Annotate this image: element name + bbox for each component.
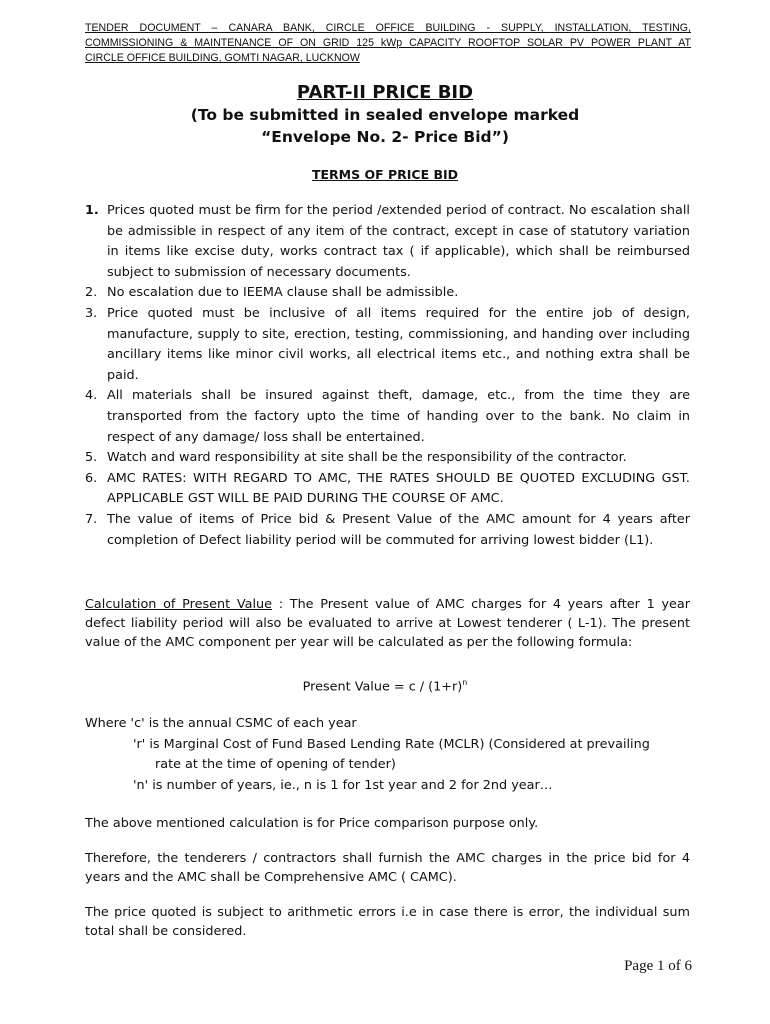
- page-title: PART-II PRICE BID: [296, 82, 474, 103]
- page-number: Page 1 of 6: [624, 958, 692, 974]
- list-item: [85, 448, 690, 469]
- list-item-text: The value of items of Price bid & Present Value of the AMC amount for 4 years after completion of Defect liability period will be commuted for arriving lowest bidder (L1).: [107, 511, 690, 548]
- present-value-heading: Calculation of Present Value: [85, 597, 273, 612]
- paragraph-comparison: The above mentioned calculation is for Price comparison purpose only.: [85, 816, 539, 831]
- title-subtitle-line-1: (To be submitted in sealed envelope marked: [190, 106, 580, 124]
- document-header: [85, 21, 691, 66]
- list-item-number: 1.: [85, 203, 99, 218]
- present-value-formula: [0, 678, 770, 694]
- formula-definitions: [85, 714, 690, 796]
- list-item-text: Price quoted must be inclusive of all items required for the entire job of design, manufacture, supply to site, erection, testing, commissioning, and handing over including ancillary items like minor civil works, all electrical items etc., and nothing extra shall be paid.: [107, 305, 690, 383]
- list-item-number: 2.: [85, 285, 98, 301]
- header-line-3: CIRCLE OFFICE BUILDING, GOMTI NAGAR, LUCKNOW: [85, 52, 360, 64]
- present-value-paragraph: [85, 595, 690, 652]
- header-line-2: COMMISSIONING & MAINTENANCE OF ON GRID 125 kWp CAPACITY ROOFTOP SOLAR PV POWER PLANT AT: [85, 37, 691, 49]
- list-item: [85, 283, 690, 304]
- list-item: [85, 304, 690, 386]
- list-item-text: Watch and ward responsibility at site shall be the responsibility of the contractor.: [107, 450, 627, 466]
- list-item-text: AMC RATES: WITH REGARD TO AMC, THE RATES SHOULD BE QUOTED EXCLUDING GST. APPLICABLE GST WILL BE PAID DURING THE COURSE OF AMC.: [107, 470, 690, 507]
- list-item: [85, 201, 690, 283]
- definition-r-continued: rate at the time of opening of tender): [155, 757, 396, 772]
- list-item-number: 5.: [85, 450, 98, 466]
- list-item: [85, 469, 690, 510]
- list-item-text: Prices quoted must be firm for the period /extended period of contract. No escalation shall be admissible in respect of any item of the contract, except in case of statutory variation in items like excise duty, works contract tax ( if applicable), which shall be reimbursed subject to submission of necessary documents.: [107, 203, 690, 280]
- formula-text: Present Value = c / (1+r): [302, 679, 463, 695]
- formula-exponent: n: [462, 678, 468, 687]
- definition-r: 'r' is Marginal Cost of Fund Based Lending Rate (MCLR) (Considered at prevailing: [133, 736, 650, 752]
- paragraph-arithmetic-errors: The price quoted is subject to arithmetic errors i.e in case there is error, the individual sum total shall be considered.: [85, 905, 690, 939]
- title-subtitle-line-2: “Envelope No. 2- Price Bid”): [261, 128, 509, 146]
- section-heading: TERMS OF PRICE BID: [311, 167, 459, 182]
- definition-c: Where 'c' is the annual CSMC of each year: [85, 716, 357, 731]
- list-item: [85, 510, 690, 551]
- list-item: [85, 386, 690, 448]
- list-item-number: 3.: [85, 305, 98, 321]
- list-item-text: No escalation due to IEEMA clause shall be admissible.: [107, 285, 459, 301]
- list-item-number: 6.: [85, 470, 98, 486]
- header-line-1: TENDER DOCUMENT – CANARA BANK, CIRCLE OFFICE BUILDING - SUPPLY, INSTALLATION, TESTING,: [85, 22, 691, 34]
- terms-list: [85, 201, 690, 551]
- list-item-number: 7.: [85, 511, 98, 527]
- present-value-text: : The Present value of AMC charges for 4 years after 1 year defect liability period will also be evaluated to arrive at Lowest tenderer ( L-1). The present value of the AMC component per year will be calculated as per the following formula:: [85, 597, 690, 650]
- definition-n: 'n' is number of years, ie., n is 1 for 1st year and 2 for 2nd year…: [133, 777, 553, 793]
- list-item-text: All materials shall be insured against theft, damage, etc., from the time they are transported from the factory upto the time of handing over to the bank. No claim in respect of any damage/ loss shall be entertained.: [107, 388, 690, 445]
- list-item-number: 4.: [85, 388, 98, 404]
- paragraph-camc: Therefore, the tenderers / contractors shall furnish the AMC charges in the price bid for 4 years and the AMC shall be Comprehensive AMC ( CAMC).: [85, 851, 690, 885]
